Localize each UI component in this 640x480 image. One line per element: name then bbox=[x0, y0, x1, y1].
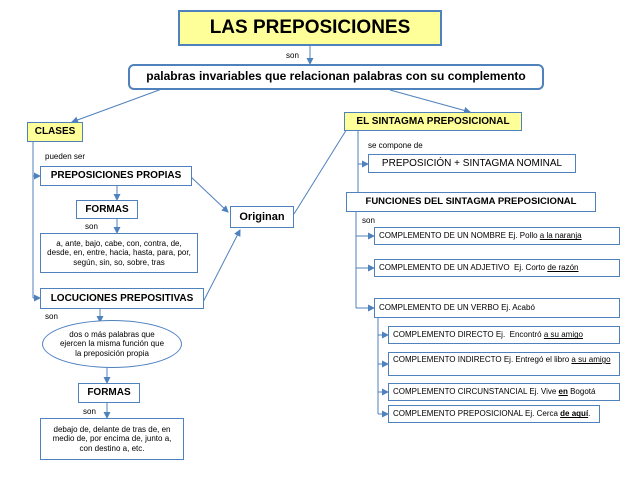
locuciones-prepositivas-box: LOCUCIONES PREPOSITIVAS bbox=[40, 288, 204, 309]
complement-suffix: . bbox=[588, 409, 591, 419]
link-son-formas-locuciones: son bbox=[83, 407, 96, 416]
complement-prefix: COMPLEMENTO INDIRECTO Ej. Entregó el libro bbox=[393, 355, 572, 364]
page-title: LAS PREPOSICIONES bbox=[178, 10, 442, 46]
verb-complemento-directo bbox=[388, 326, 620, 344]
link-pueden-ser: pueden ser bbox=[45, 152, 86, 161]
formas-propias-box: FORMAS bbox=[76, 200, 138, 219]
complement-example: a su amigo bbox=[543, 330, 583, 340]
formas-locuciones-box: FORMAS bbox=[78, 383, 140, 403]
complement-example: en bbox=[558, 387, 568, 397]
verb-complemento-preposicional bbox=[388, 405, 600, 423]
function-complemento-nombre bbox=[374, 227, 620, 245]
locuciones-definition-ellipse: dos o más palabras que ejercen la misma función que la preposición propia bbox=[42, 320, 182, 368]
clases-box: CLASES bbox=[27, 122, 83, 142]
complement-example: a su amigo bbox=[571, 355, 611, 364]
complement-prefix: COMPLEMENTO PREPOSICIONAL Ej. Cerca bbox=[393, 409, 561, 419]
funciones-box: FUNCIONES DEL SINTAGMA PREPOSICIONAL bbox=[346, 192, 596, 212]
originan-box: Originan bbox=[230, 206, 294, 228]
function-example: de razón bbox=[547, 263, 579, 273]
preposiciones-propias-box: PREPOSICIONES PROPIAS bbox=[40, 166, 192, 186]
function-example: a la naranja bbox=[539, 231, 582, 241]
locuciones-list: debajo de, delante de tras de, en medio de, por encima de, junto a, con destino a, etc. bbox=[40, 418, 184, 460]
complement-prefix: COMPLEMENTO DIRECTO Ej. Encontró bbox=[393, 330, 544, 340]
link-son-definition: son bbox=[286, 51, 299, 60]
link-se-compone-de: se compone de bbox=[368, 141, 423, 150]
link-son-funciones: son bbox=[362, 216, 375, 225]
verb-complemento-indirecto bbox=[388, 352, 620, 376]
function-prefix: COMPLEMENTO DE UN VERBO Ej. Acabó bbox=[379, 303, 535, 313]
function-prefix: COMPLEMENTO DE UN NOMBRE Ej. Pollo bbox=[379, 231, 540, 241]
verb-complemento-circunstancial bbox=[388, 383, 620, 401]
link-son-propias: son bbox=[85, 222, 98, 231]
complement-example: de aquí bbox=[560, 409, 589, 419]
function-complemento-verbo bbox=[374, 298, 620, 318]
complement-suffix: Bogotá bbox=[567, 387, 596, 397]
function-prefix: COMPLEMENTO DE UN ADJETIVO Ej. Corto bbox=[379, 263, 548, 273]
complement-prefix: COMPLEMENTO CIRCUNSTANCIAL Ej. Vive bbox=[393, 387, 559, 397]
composition-box: PREPOSICIÓN + SINTAGMA NOMINAL bbox=[368, 154, 576, 173]
sintagma-preposicional-box: EL SINTAGMA PREPOSICIONAL bbox=[344, 112, 522, 131]
function-complemento-adjetivo bbox=[374, 259, 620, 277]
definition-box: palabras invariables que relacionan palabras con su complemento bbox=[128, 64, 544, 90]
propias-list: a, ante, bajo, cabe, con, contra, de, desde, en, entre, hacia, hasta, para, por, según, sin, so, sobre, tras bbox=[40, 233, 198, 273]
link-son-locuciones: son bbox=[45, 312, 58, 321]
